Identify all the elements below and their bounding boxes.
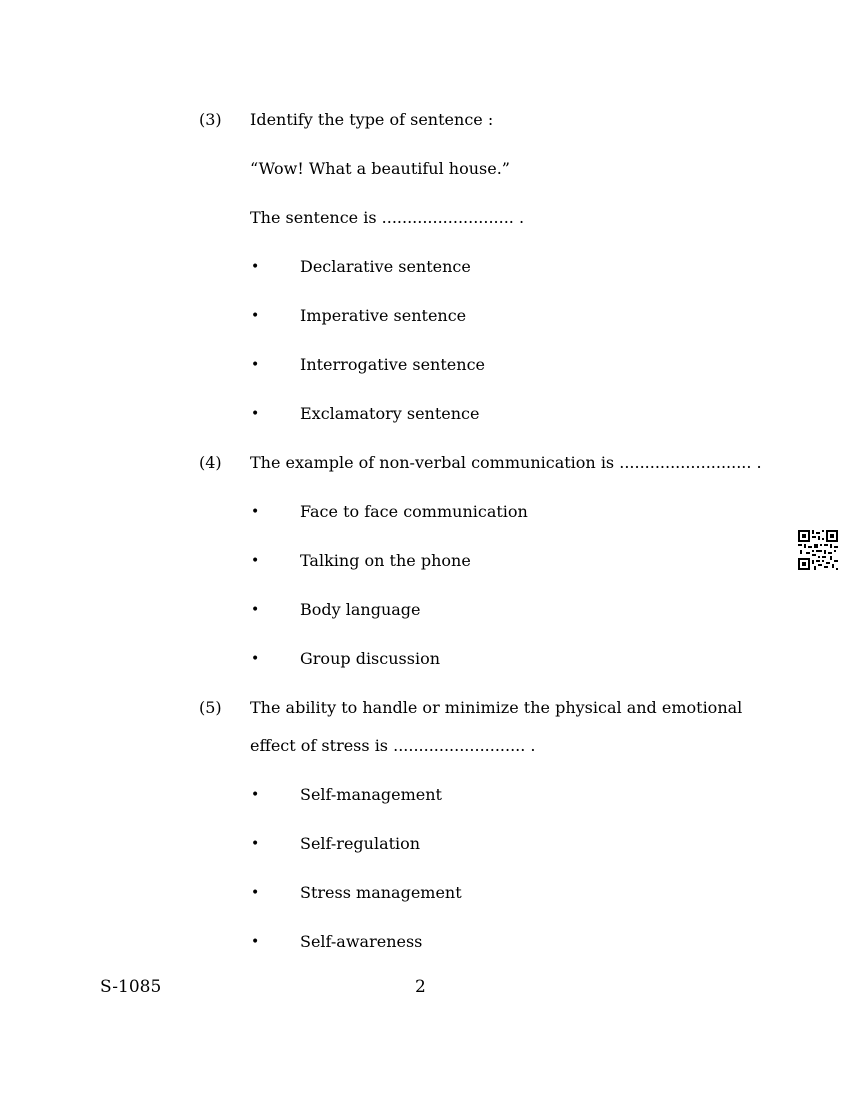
bullet: •: [251, 651, 260, 667]
option-text: Exclamatory sentence: [300, 404, 480, 423]
option-text: Self-regulation: [300, 834, 421, 853]
bullet: •: [251, 259, 260, 275]
option-text: Interrogative sentence: [300, 355, 485, 374]
option-text: Imperative sentence: [300, 306, 467, 325]
option-text: Declarative sentence: [300, 257, 471, 276]
bullet: •: [251, 885, 260, 901]
bullet: •: [251, 787, 260, 803]
question-text: effect of stress is .......................... .: [250, 736, 536, 755]
question-text: Identify the type of sentence :: [250, 110, 494, 129]
page-number: 2: [415, 977, 426, 997]
question-number: (3): [199, 110, 222, 129]
question-text: The ability to handle or minimize the physical and emotional: [250, 698, 743, 717]
question-text: The example of non-verbal communication is .......................... .: [250, 453, 762, 472]
qr-code-icon: [798, 530, 838, 570]
question-number: (5): [199, 698, 222, 717]
option-text: Body language: [300, 600, 421, 619]
question-number: (4): [199, 453, 222, 472]
paper-code: S-1085: [100, 977, 162, 997]
bullet: •: [251, 406, 260, 422]
bullet: •: [251, 836, 260, 852]
option-text: Group discussion: [300, 649, 441, 668]
bullet: •: [251, 553, 260, 569]
question-text: “Wow! What a beautiful house.”: [250, 159, 510, 178]
option-text: Self-management: [300, 785, 442, 804]
bullet: •: [251, 934, 260, 950]
bullet: •: [251, 602, 260, 618]
option-text: Stress management: [300, 883, 462, 902]
option-text: Face to face communication: [300, 502, 528, 521]
bullet: •: [251, 504, 260, 520]
bullet: •: [251, 308, 260, 324]
bullet: •: [251, 357, 260, 373]
question-text: The sentence is .......................... .: [250, 208, 525, 227]
option-text: Talking on the phone: [300, 551, 471, 570]
option-text: Self-awareness: [300, 932, 423, 951]
